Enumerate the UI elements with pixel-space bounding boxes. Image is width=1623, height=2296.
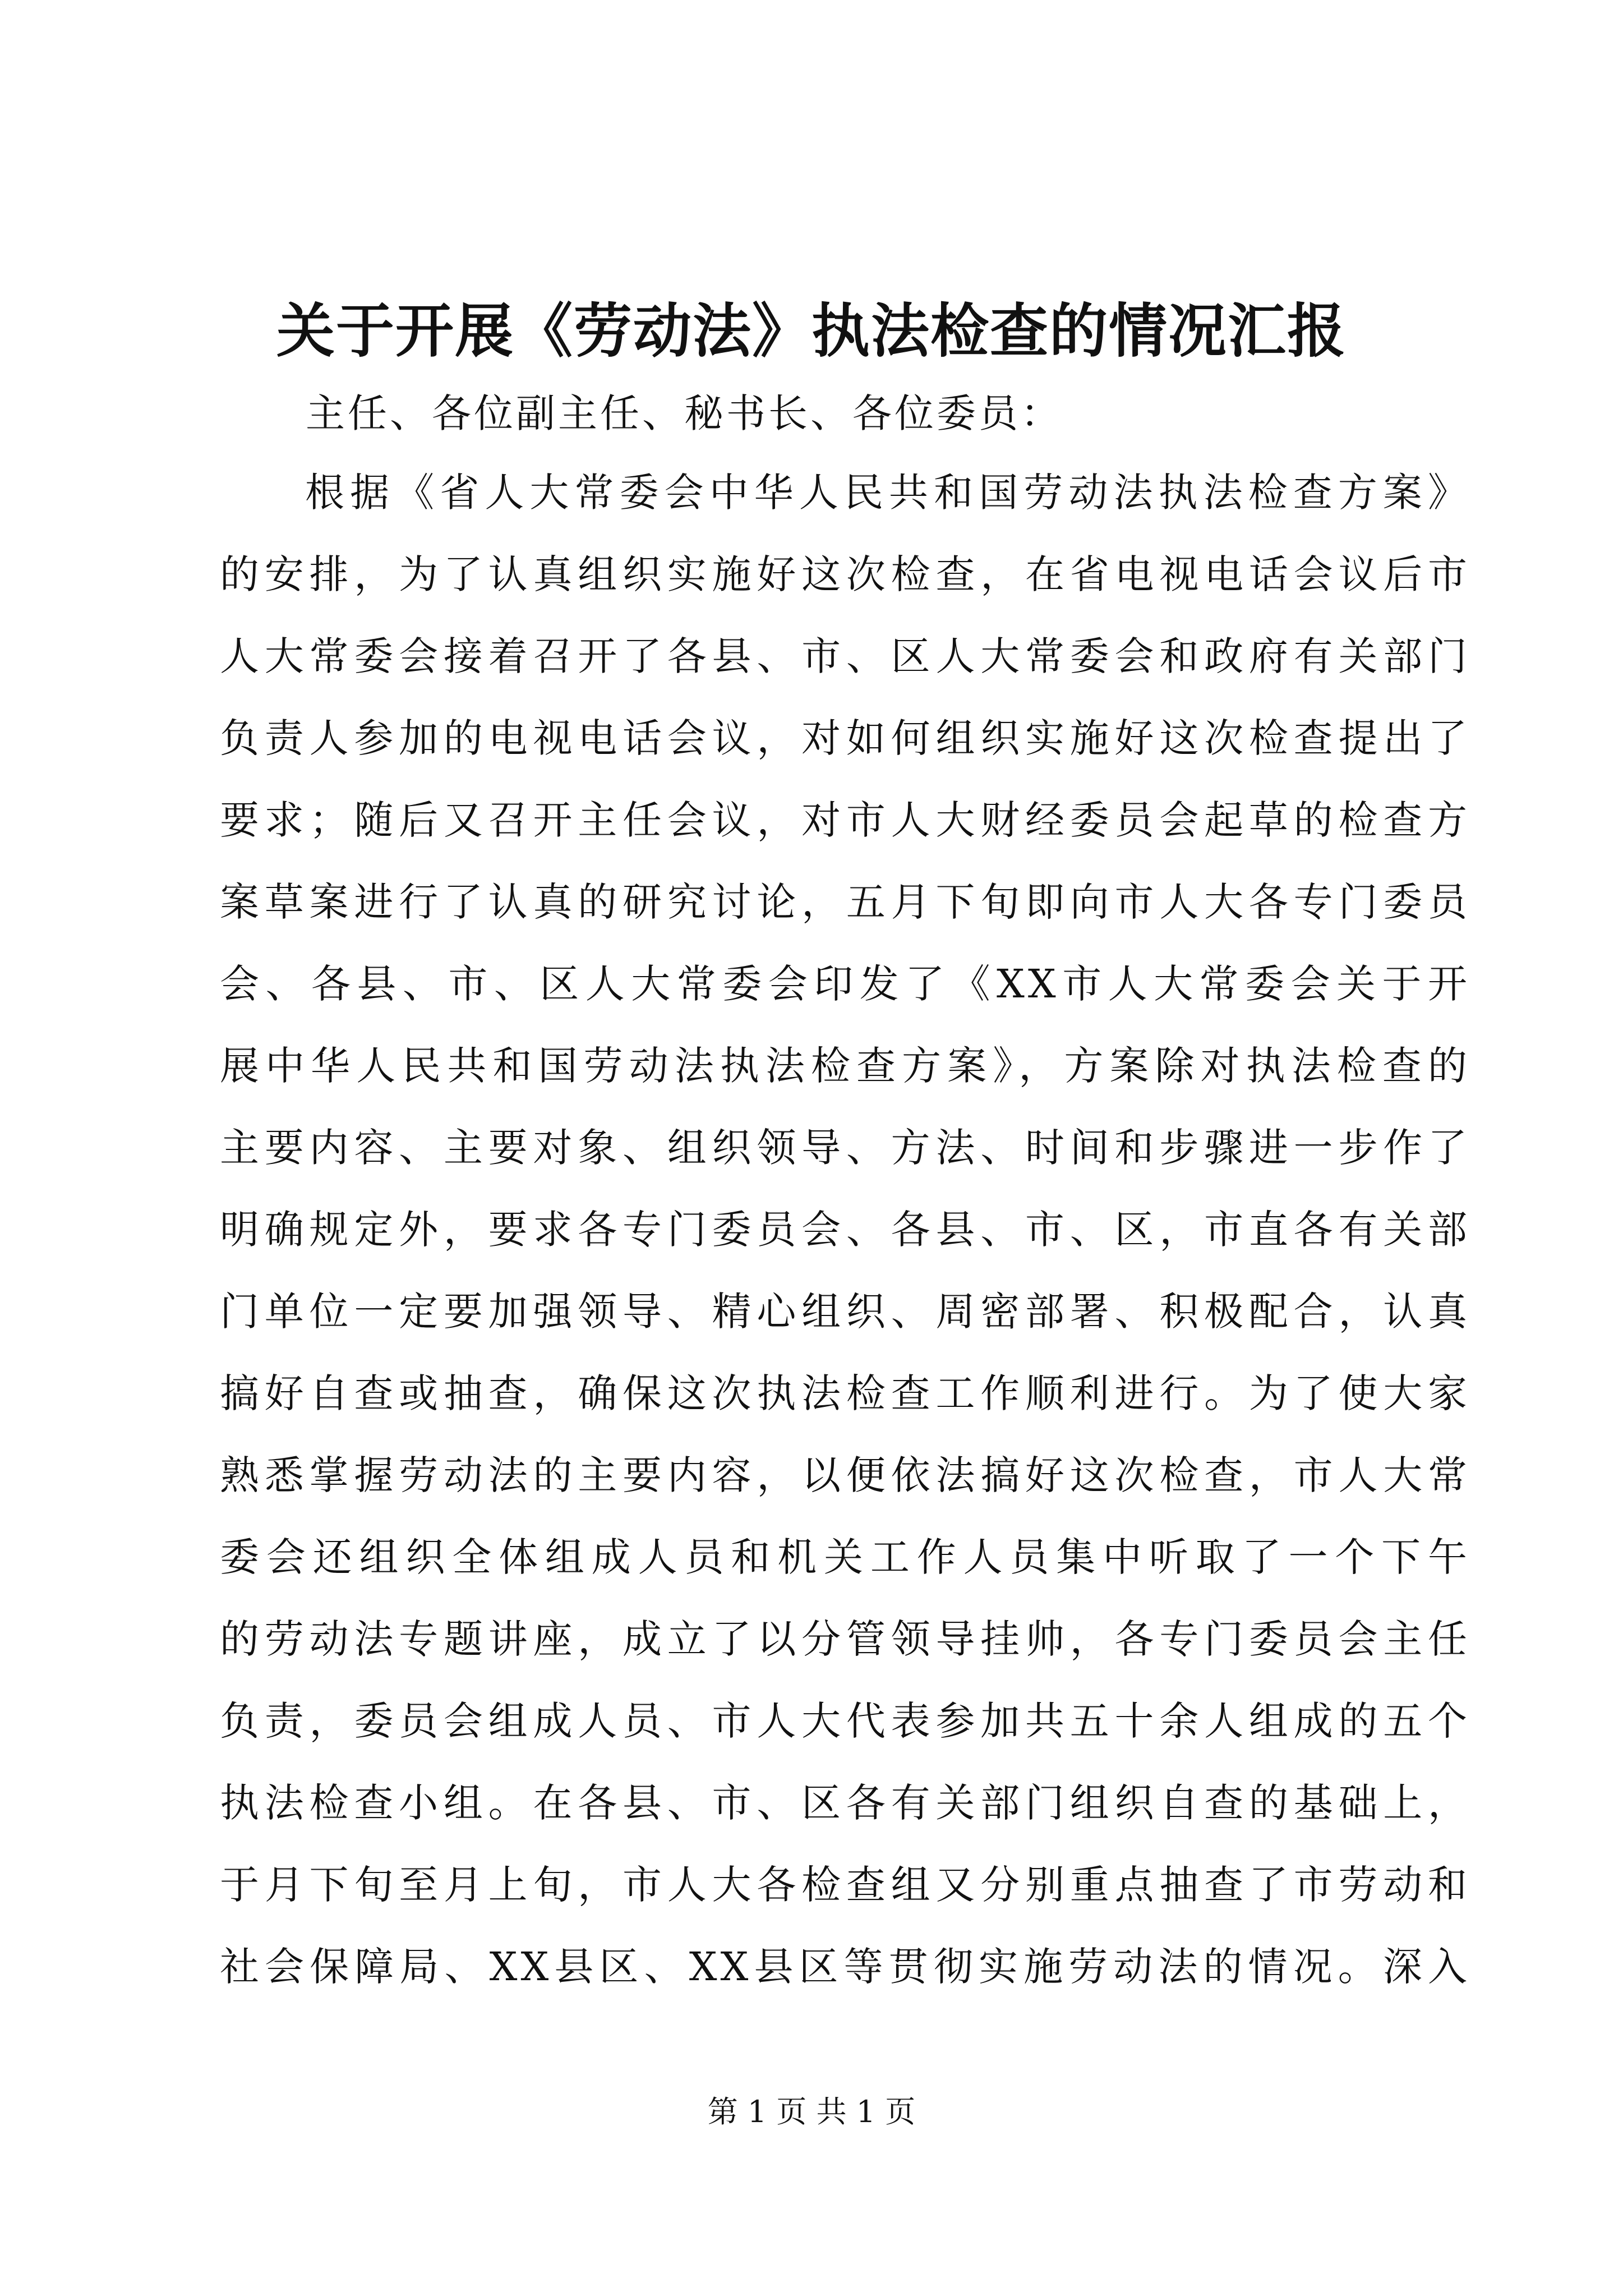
salutation: 主任、各位副主任、秘书长、各位委员：: [306, 390, 1063, 436]
body-line: 根据《省人大常委会中华人民共和国劳动法执法检查方案》: [305, 470, 1470, 516]
body-line: 于月下旬至月上旬，市人大各检查组又分别重点抽查了市劳动和: [220, 1862, 1470, 1908]
body-paragraph: [220, 452, 1470, 2008]
body-line: 执法检查小组。在各县、市、区各有关部门组织自查的基础上，: [220, 1780, 1470, 1826]
body-line: 搞好自查或抽查，确保这次执法检查工作顺利进行。为了使大家: [220, 1370, 1470, 1416]
body-line: 社会保障局、XX县区、XX县区等贯彻实施劳动法的情况。深入: [220, 1944, 1470, 1990]
body-line: 负责，委员会组成人员、市人大代表参加共五十余人组成的五个: [220, 1698, 1470, 1744]
body-line: 委会还组织全体组成人员和机关工作人员集中听取了一个下午: [220, 1534, 1470, 1580]
body-line: 熟悉掌握劳动法的主要内容，以便依法搞好这次检查，市人大常: [220, 1452, 1470, 1498]
body-line: 展中华人民共和国劳动法执法检查方案》，方案除对执法检查的: [220, 1043, 1470, 1089]
body-line: 主要内容、主要对象、组织领导、方法、时间和步骤进一步作了: [220, 1125, 1470, 1171]
body-line: 会、各县、市、区人大常委会印发了《XX市人大常委会关于开: [220, 961, 1470, 1007]
page-number: 第 1 页 共 1 页: [707, 2094, 916, 2129]
body-line: 门单位一定要加强领导、精心组织、周密部署、积极配合，认真: [220, 1289, 1470, 1335]
document-title: 关于开展《劳动法》执法检查的情况汇报: [276, 296, 1347, 365]
body-line: 负责人参加的电视电话会议，对如何组织实施好这次检查提出了: [220, 715, 1470, 761]
body-line: 的安排，为了认真组织实施好这次检查，在省电视电话会议后市: [220, 551, 1470, 597]
body-line: 明确规定外，要求各专门委员会、各县、市、区，市直各有关部: [220, 1207, 1470, 1253]
body-line: 的劳动法专题讲座，成立了以分管领导挂帅，各专门委员会主任: [220, 1616, 1470, 1662]
body-line: 人大常委会接着召开了各县、市、区人大常委会和政府有关部门: [220, 633, 1470, 679]
body-line: 要求；随后又召开主任会议，对市人大财经委员会起草的检查方: [220, 797, 1470, 843]
body-line: 案草案进行了认真的研究讨论，五月下旬即向市人大各专门委员: [220, 879, 1470, 925]
